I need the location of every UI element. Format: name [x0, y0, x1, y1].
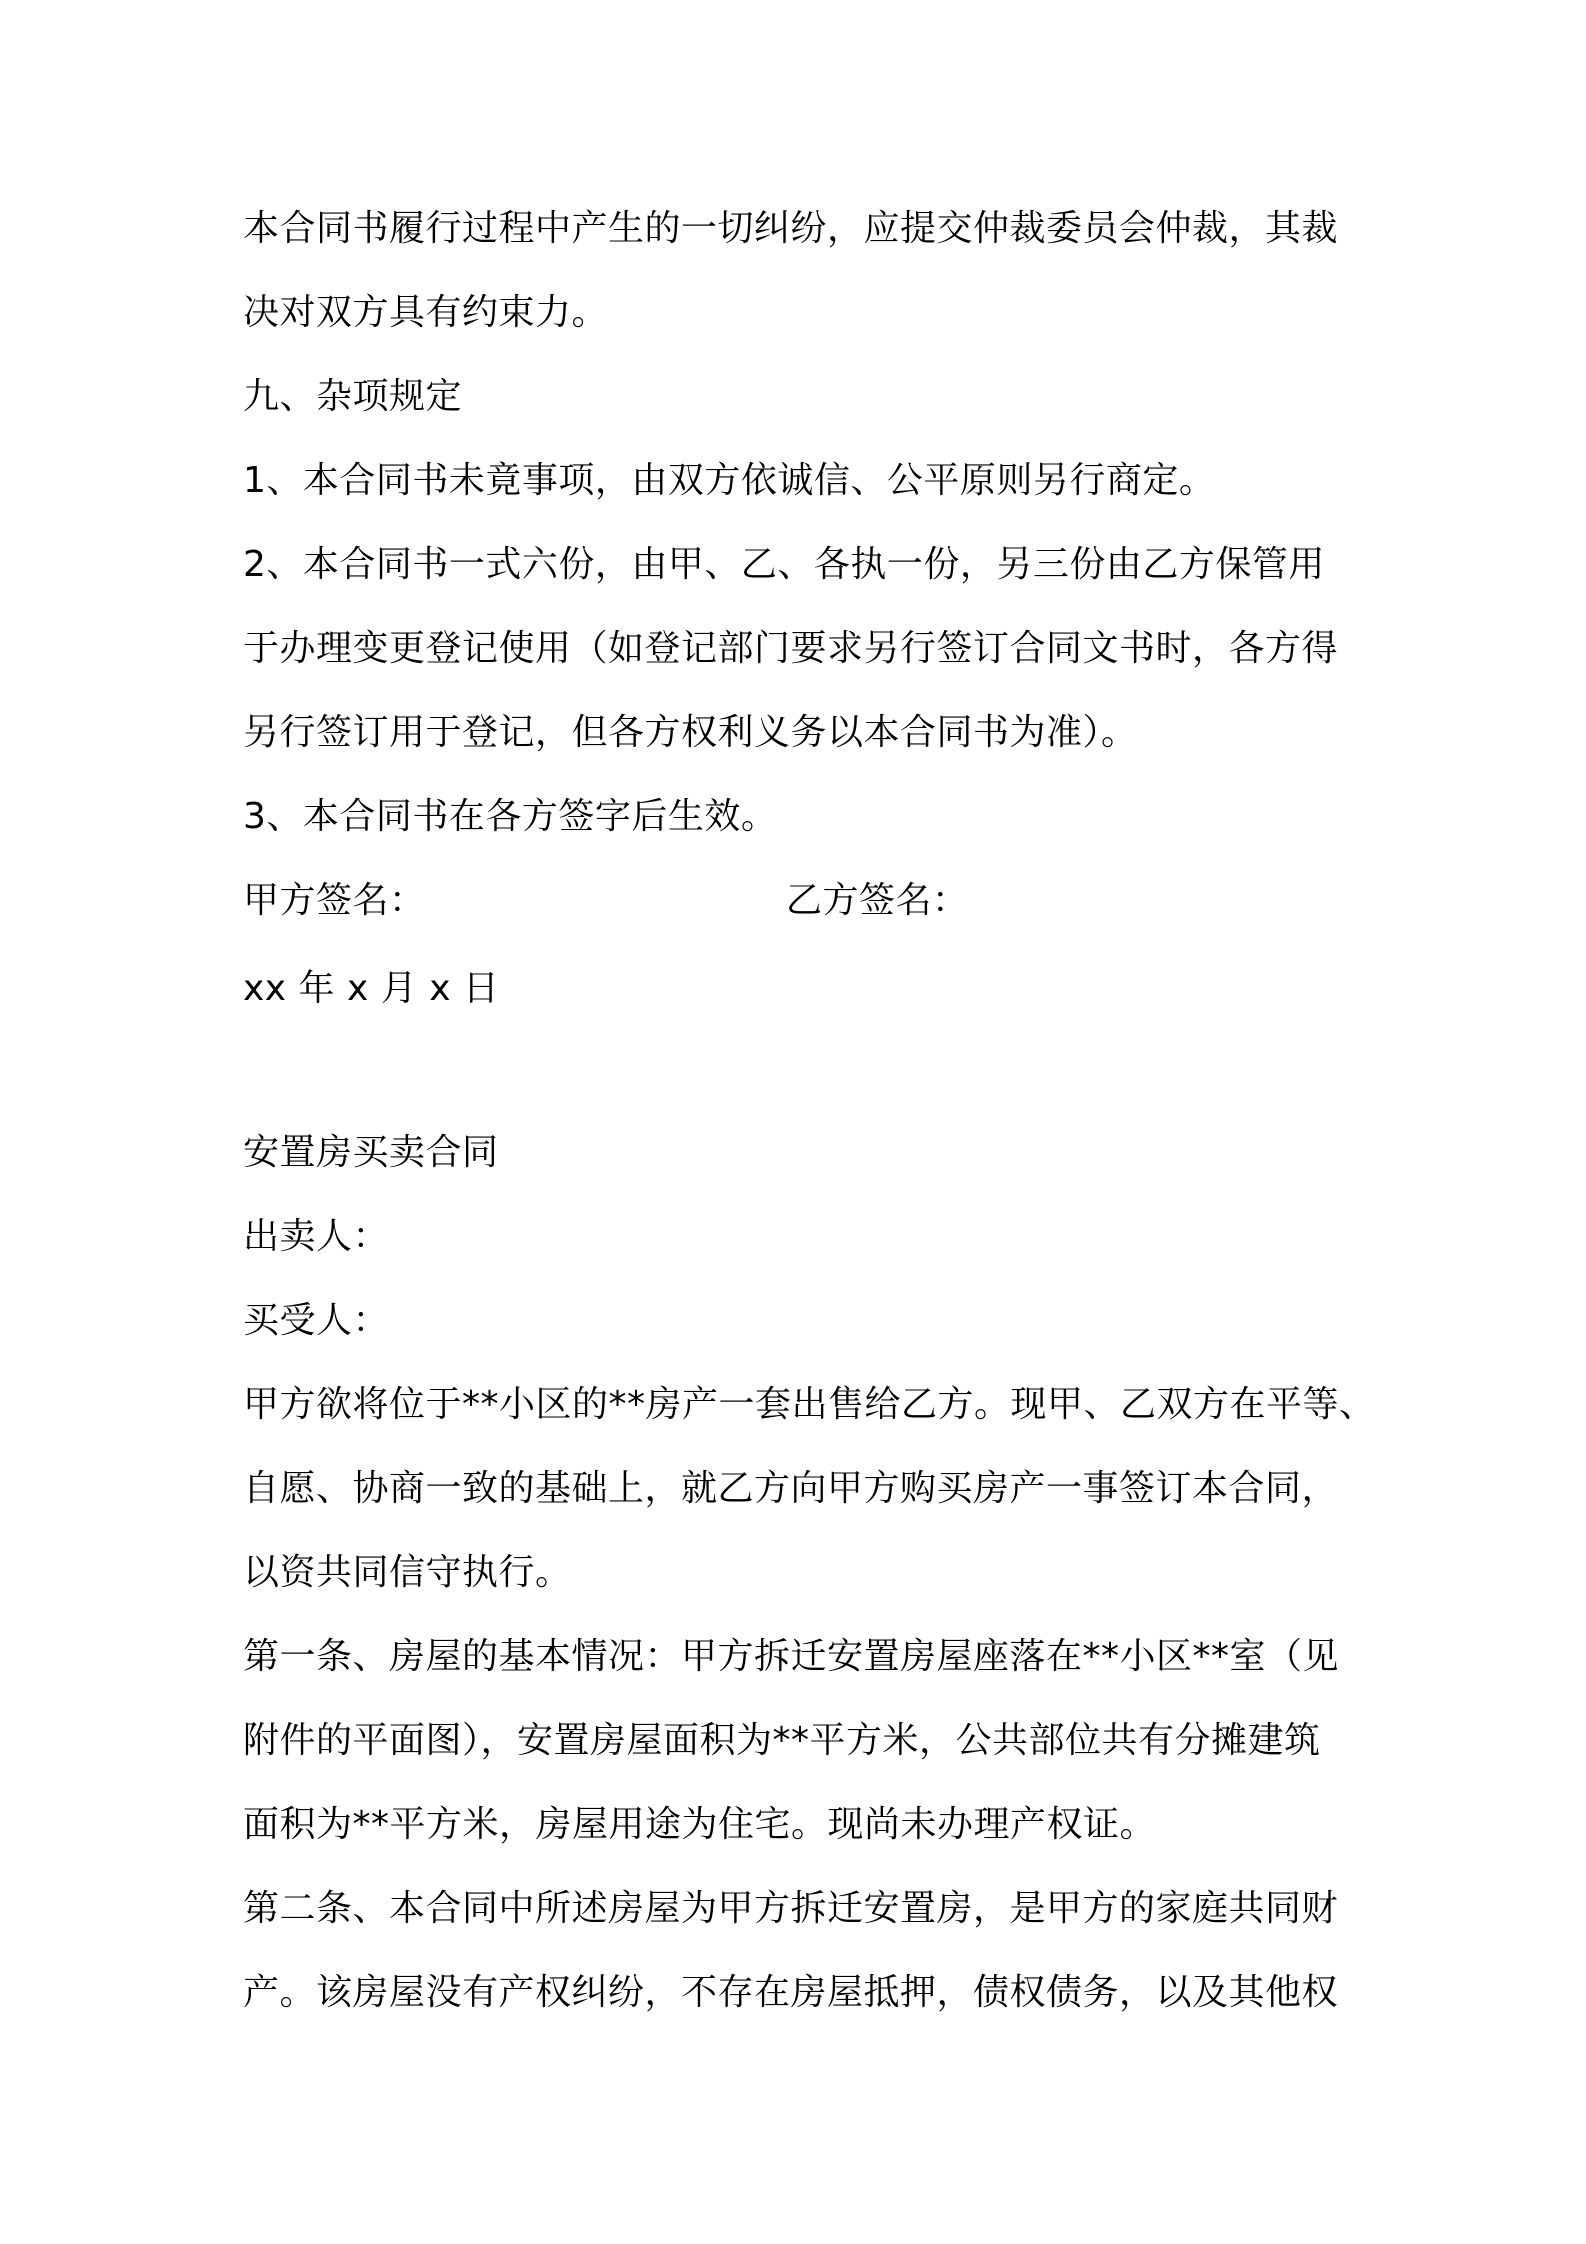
seller-label: 出卖人： [243, 1216, 390, 1257]
text-line: 1、本合同书未竟事项，由双方依诚信、公平原则另行商定。 [243, 460, 1216, 501]
section-heading: 九、杂项规定 [243, 376, 463, 417]
text-line: 甲方欲将位于**小区的**房产一套出售给乙方。现甲、乙双方在平等、 [243, 1384, 1376, 1425]
date-line: xx 年 x 月 x 日 [243, 968, 500, 1009]
contract-title: 安置房买卖合同 [243, 1132, 499, 1173]
text-line: 面积为**平方米，房屋用途为住宅。现尚未办理产权证。 [243, 1804, 1157, 1845]
buyer-label: 买受人： [243, 1300, 390, 1341]
text-line: 第一条、房屋的基本情况：甲方拆迁安置房屋座落在**小区**室（见 [243, 1636, 1340, 1677]
text-line: 第二条、本合同中所述房屋为甲方拆迁安置房，是甲方的家庭共同财 [243, 1888, 1339, 1929]
text-line: 决对双方具有约束力。 [243, 292, 609, 333]
text-line: 本合同书履行过程中产生的一切纠纷，应提交仲裁委员会仲裁，其裁 [243, 208, 1339, 249]
text-line: 另行签订用于登记，但各方权利义务以本合同书为准）。 [243, 712, 1138, 753]
text-line: 附件的平面图），安置房屋面积为**平方米，公共部位共有分摊建筑 [243, 1720, 1321, 1761]
text-line: 以资共同信守执行。 [243, 1552, 572, 1593]
text-line: 产。该房屋没有产权纠纷，不存在房屋抵押，债权债务，以及其他权 [243, 1972, 1339, 2013]
text-line: 于办理变更登记使用（如登记部门要求另行签订合同文书时，各方得 [243, 628, 1339, 669]
text-line: 自愿、协商一致的基础上，就乙方向甲方购买房产一事签订本合同， [243, 1468, 1339, 1509]
party-b-signature-label: 乙方签名： [786, 880, 969, 921]
text-line: 2、本合同书一式六份，由甲、乙、各执一份，另三份由乙方保管用 [243, 544, 1325, 585]
text-line: 3、本合同书在各方签字后生效。 [243, 796, 778, 837]
party-a-signature-label: 甲方签名： [243, 880, 426, 921]
